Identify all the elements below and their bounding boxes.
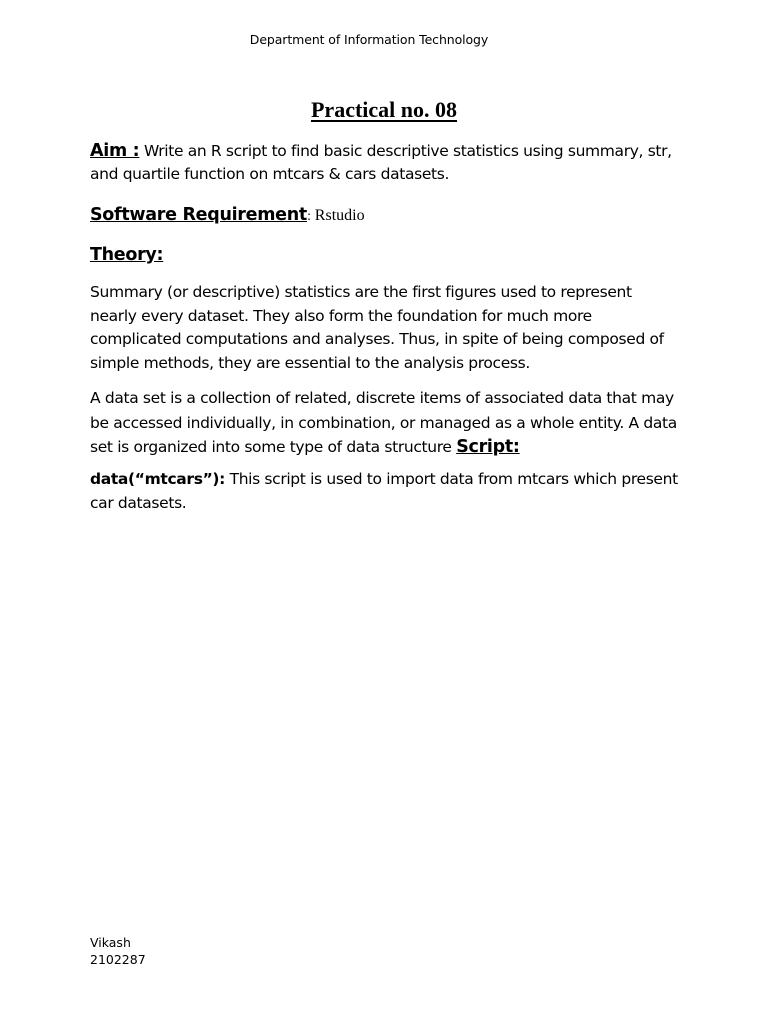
page-header: Department of Information Technology [249,32,489,47]
theory-section [90,243,680,267]
page-title: Practical no. 08 [310,97,458,122]
footer-id: 2102287 [90,952,146,967]
theory-paragraph-2-text: A data set is a collection of related, discrete items of associated data that may be accessed individually, in combination, or managed as a whole entity. A data set is organized into some type of data structure [90,389,677,456]
script-code: data(“mtcars”): [90,470,225,488]
software-requirement-section [90,203,680,228]
script-label: Script: [456,437,520,457]
footer-name: Vikash [90,935,131,950]
software-requirement-separator: : [306,209,315,223]
script-description: This script is used to import data from mtcars which present car datasets. [90,470,678,512]
software-requirement-label: Software Requirement [90,205,307,225]
software-requirement-value: Rstudio [314,207,365,224]
script-paragraph [90,468,680,515]
theory-label: Theory: [90,245,164,265]
aim-section [90,140,680,186]
aim-text: Write an R script to find basic descriptive statistics using summary, str, and quartile function on mtcars & cars datasets. [90,142,672,183]
theory-paragraph-1: Summary (or descriptive) statistics are the first figures used to represent nearly every dataset. They also form the foundation for much more complicated computations and analyses. Thus, in spite of being composed of simple methods, they are essential to the analysis process. [90,283,664,372]
page-footer [90,934,146,968]
theory-paragraph-2 [90,386,680,460]
aim-label: Aim : [90,141,140,161]
